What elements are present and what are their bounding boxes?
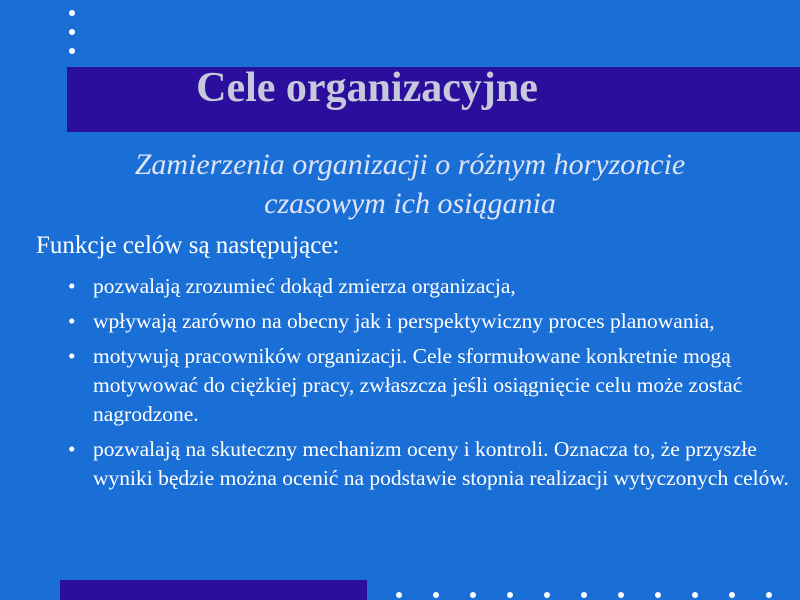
decor-dot [433, 592, 439, 598]
decor-dot [396, 592, 402, 598]
decor-dot [692, 592, 698, 598]
bullet-icon: • [68, 437, 76, 461]
list-item-text: wpływają zarówno na obecny jak i perspektywiczny proces planowania, [93, 309, 715, 333]
decor-dot [581, 592, 587, 598]
decor-dot [618, 592, 624, 598]
list-item [68, 307, 796, 336]
list-item-text: motywują pracowników organizacji. Cele sformułowane konkretnie mogą motywować do ciężkiej pracy, zwłaszcza jeśli osiągnięcie celu może zostać nagrodzone. [93, 344, 743, 426]
decor-dot [544, 592, 550, 598]
list-item-text: pozwalają zrozumieć dokąd zmierza organizacja, [93, 274, 516, 298]
bullet-icon: • [68, 344, 76, 368]
list-item-text: pozwalają na skuteczny mechanizm oceny i kontroli. Oznacza to, że przyszłe wyniki będzie można ocenić na podstawie stopnia realizacji wytyczonych celów. [93, 437, 789, 490]
decor-dot [69, 48, 75, 54]
bullet-list [68, 272, 796, 499]
subtitle-line: czasowym ich osiągania [264, 187, 556, 220]
decor-dot [729, 592, 735, 598]
decor-dot [507, 592, 513, 598]
bullet-icon: • [68, 309, 76, 333]
bullet-icon: • [68, 274, 76, 298]
bottom-band [60, 580, 367, 600]
list-item [68, 272, 796, 301]
slide-subtitle [20, 145, 800, 223]
decor-dot [766, 592, 772, 598]
list-item [68, 435, 796, 493]
decor-dot [470, 592, 476, 598]
list-item [68, 342, 796, 429]
subtitle-line: Zamierzenia organizacji o różnym horyzoncie [134, 148, 686, 181]
decor-dot [69, 10, 75, 16]
slide-title: Cele organizacyjne [196, 65, 538, 111]
decor-dot [655, 592, 661, 598]
decor-dot [69, 29, 75, 35]
intro-text: Funkcje celów są następujące: [36, 232, 340, 259]
